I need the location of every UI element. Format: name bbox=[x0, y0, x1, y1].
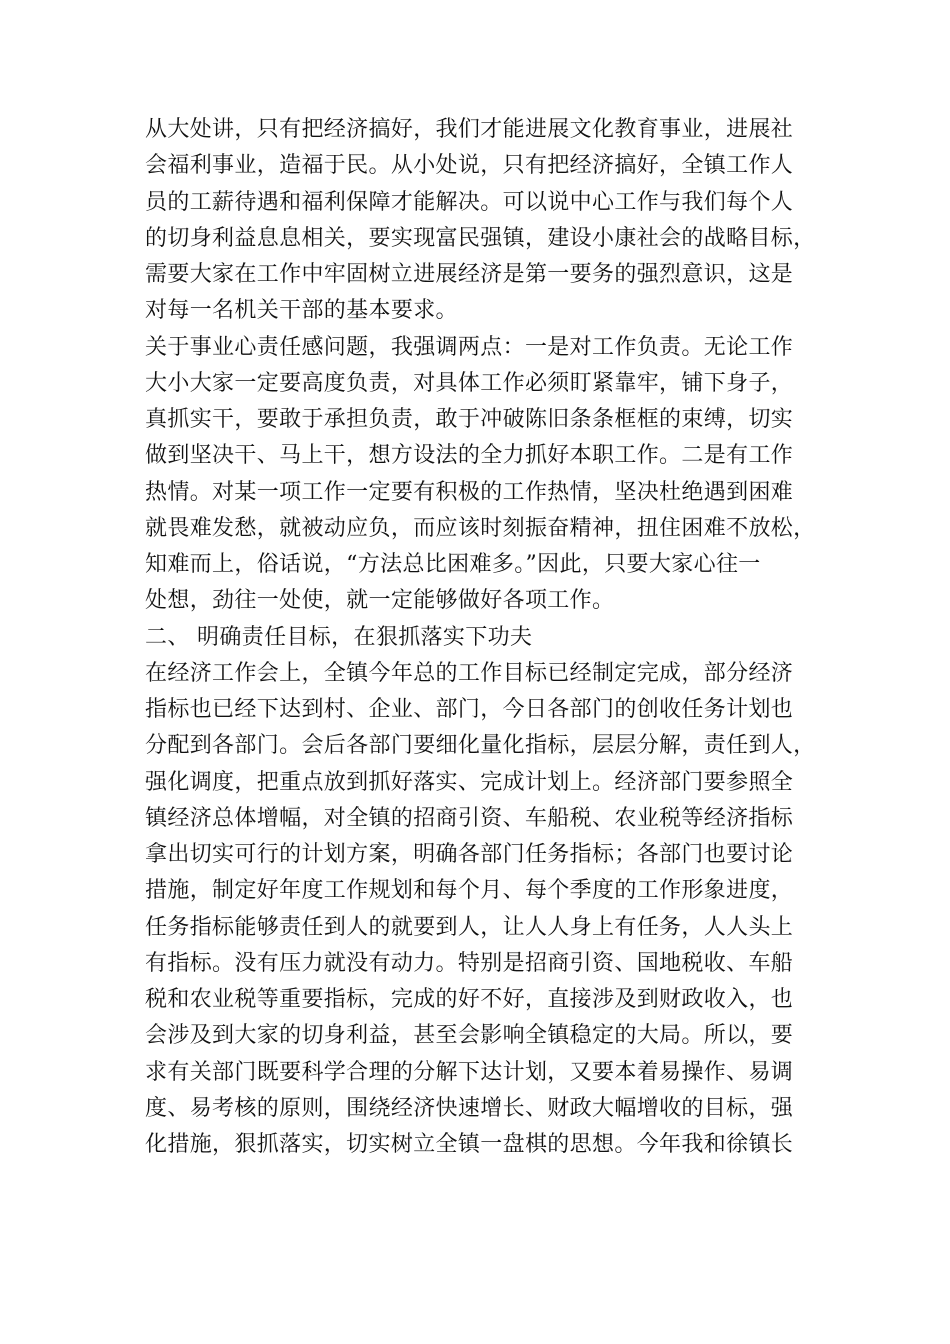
text-line: 就畏难发愁，就被动应负，而应该时刻振奋精神，扭住困难不放松， bbox=[145, 515, 816, 541]
text-line: 化措施，狠抓落实，切实树立全镇一盘棋的思想。今年我和徐镇长 bbox=[145, 1132, 794, 1157]
text-line: 拿出切实可行的计划方案，明确各部门任务指标；各部门也要讨论 bbox=[145, 842, 794, 867]
text-line: 度、易考核的原则，围绕经济快速增长、财政大幅增收的目标，强 bbox=[145, 1095, 794, 1121]
text-line: 有指标。没有压力就没有动力。特别是招商引资、国地税收、车船 bbox=[145, 950, 794, 976]
text-line: 在经济工作会上，全镇今年总的工作目标已经制定完成，部分经济 bbox=[145, 660, 794, 686]
text-line: 税和农业税等重要指标，完成的好不好，直接涉及到财政收入，也 bbox=[145, 987, 794, 1012]
text-line: 分配到各部门。会后各部门要细化量化指标，层层分解，责任到人， bbox=[145, 733, 816, 759]
text-line: 关于事业心责任感问题，我强调两点：一是对工作负责。无论工作 bbox=[145, 334, 794, 360]
text-line: 措施，制定好年度工作规划和每个月、每个季度的工作形象进度， bbox=[145, 878, 794, 904]
document-body bbox=[145, 112, 825, 1163]
text-line: 大小大家一定要高度负责，对具体工作必须盯紧靠牢，铺下身子， bbox=[145, 370, 794, 396]
text-line: 知难而上，俗话说，“方法总比困难多。”因此，只要大家心往一 bbox=[145, 552, 761, 577]
text-line: 会涉及到大家的切身利益，甚至会影响全镇稳定的大局。所以，要 bbox=[145, 1023, 794, 1049]
text-line: 需要大家在工作中牢固树立进展经济是第一要务的强烈意识，这是 bbox=[145, 262, 794, 287]
text-line: 的切身利益息息相关，要实现富民强镇，建设小康社会的战略目标， bbox=[145, 225, 816, 251]
text-line: 求有关部门既要科学合理的分解下达计划，又要本着易操作、易调 bbox=[145, 1059, 794, 1085]
text-line: 任务指标能够责任到人的就要到人，让人人身上有任务，人人头上 bbox=[145, 914, 794, 940]
text-line: 强化调度，把重点放到抓好落实、完成计划上。经济部门要参照全 bbox=[145, 769, 794, 795]
text-line: 二、 明确责任目标，在狠抓落实下功夫 bbox=[145, 624, 533, 650]
text-line: 员的工薪待遇和福利保障才能解决。可以说中心工作与我们每个人 bbox=[145, 189, 794, 215]
text-line: 对每一名机关干部的基本要求。 bbox=[145, 298, 458, 324]
text-line: 处想，劲往一处使，就一定能够做好各项工作。 bbox=[145, 588, 615, 614]
text-line: 热情。对某一项工作一定要有积极的工作热情，坚决杜绝遇到困难 bbox=[145, 479, 794, 505]
text-line: 真抓实干，要敢于承担负责，敢于冲破陈旧条条框框的束缚，切实 bbox=[145, 407, 794, 432]
text-line: 做到坚决干、马上干，想方设法的全力抓好本职工作。二是有工作 bbox=[145, 443, 794, 469]
text-line: 会福利事业，造福于民。从小处说，只有把经济搞好，全镇工作人 bbox=[145, 153, 794, 179]
text-line: 从大处讲，只有把经济搞好，我们才能进展文化教育事业，进展社 bbox=[145, 117, 794, 142]
text-line: 指标也已经下达到村、企业、部门，今日各部门的创收任务计划也 bbox=[145, 697, 794, 722]
text-line: 镇经济总体增幅，对全镇的招商引资、车船税、农业税等经济指标 bbox=[145, 805, 794, 831]
